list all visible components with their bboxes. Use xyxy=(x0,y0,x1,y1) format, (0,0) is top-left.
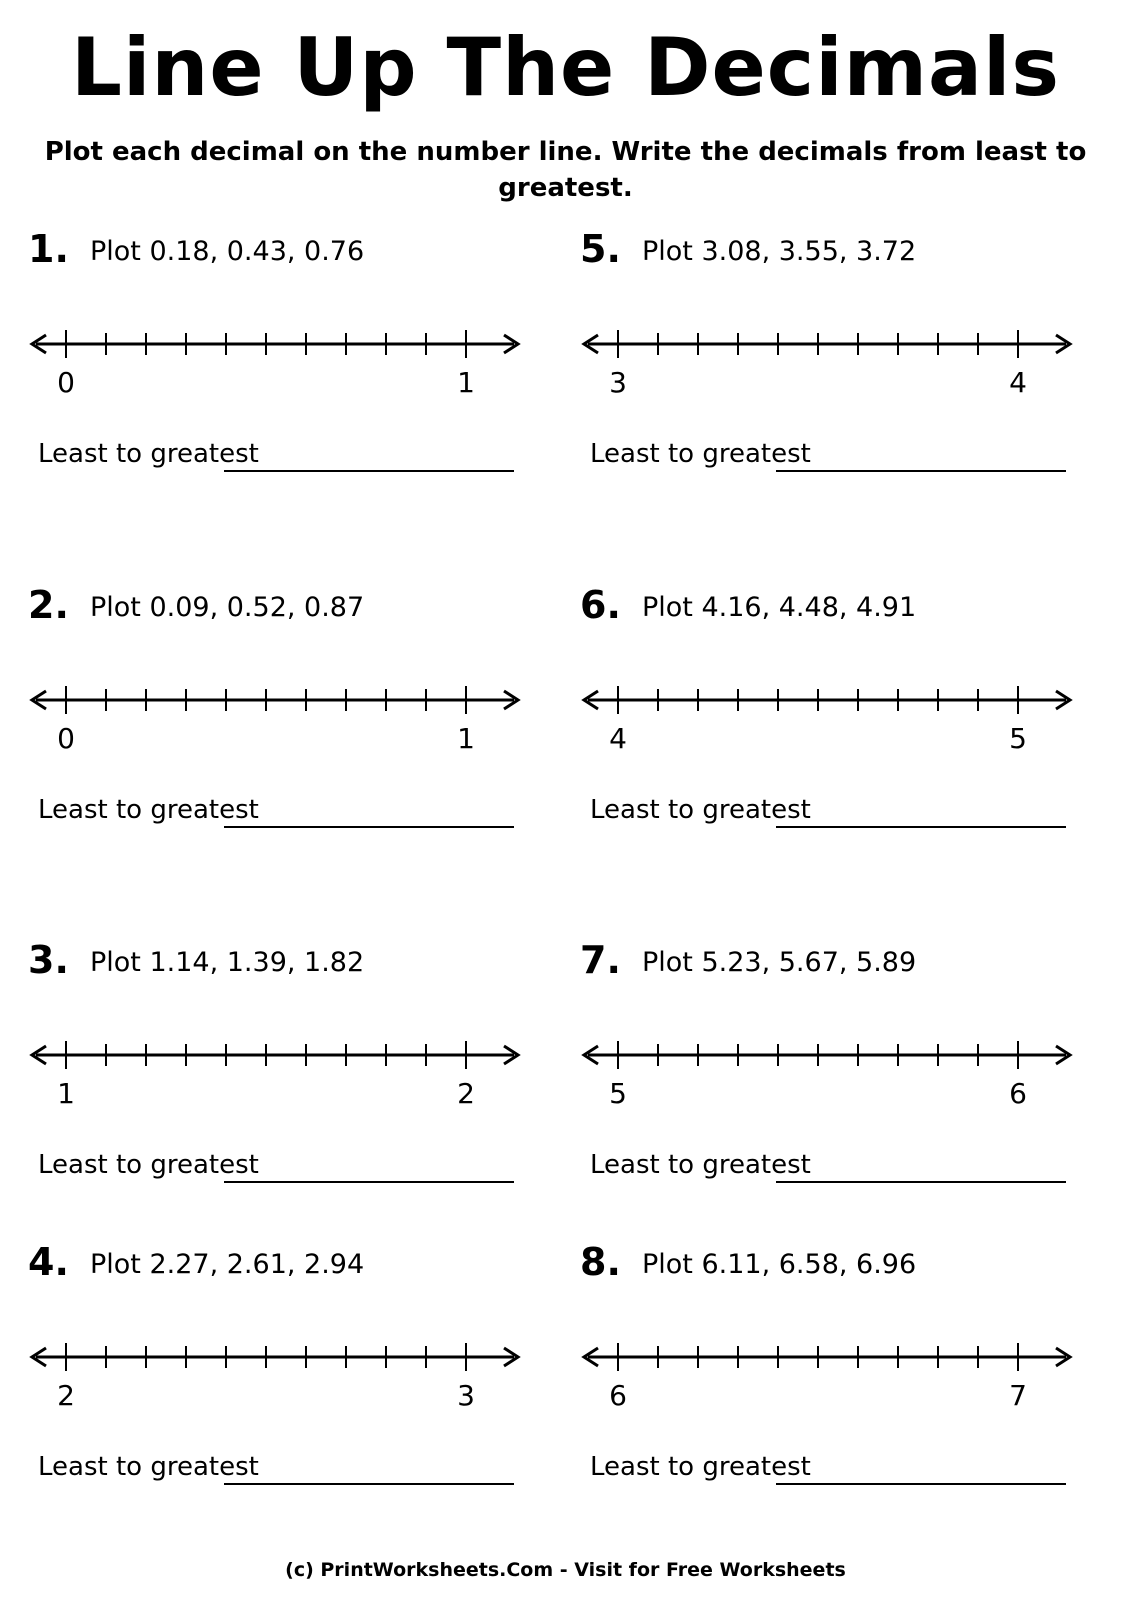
start-label: 4 xyxy=(609,722,627,755)
end-label: 1 xyxy=(457,366,475,399)
problem-1 xyxy=(28,224,548,514)
problem-number: 4. xyxy=(28,1240,69,1284)
instructions: Plot each decimal on the number line. Write the decimals from least to greatest. xyxy=(44,137,1087,203)
start-label: 1 xyxy=(57,1077,75,1110)
answer-blank[interactable] xyxy=(776,1181,1066,1183)
problem-prompt: Plot 1.14, 1.39, 1.82 xyxy=(90,947,365,978)
footer-credit: (c) PrintWorksheets.Com - Visit for Free Worksheets xyxy=(285,1559,846,1581)
start-label: 6 xyxy=(609,1379,627,1412)
problem-7 xyxy=(580,935,1100,1225)
problem-number: 6. xyxy=(580,583,621,627)
problem-8 xyxy=(580,1237,1100,1527)
answer-label: Least to greatest xyxy=(38,439,259,469)
problem-4 xyxy=(28,1237,548,1527)
end-label: 7 xyxy=(1009,1379,1027,1412)
start-label: 0 xyxy=(57,366,75,399)
answer-blank[interactable] xyxy=(224,1181,514,1183)
answer-blank[interactable] xyxy=(776,1483,1066,1485)
answer-blank[interactable] xyxy=(224,470,514,472)
answer-label: Least to greatest xyxy=(590,439,811,469)
number-line xyxy=(580,1027,1100,1117)
end-label: 5 xyxy=(1009,722,1027,755)
problem-prompt: Plot 3.08, 3.55, 3.72 xyxy=(642,236,917,267)
problem-prompt: Plot 0.09, 0.52, 0.87 xyxy=(90,592,365,623)
start-label: 5 xyxy=(609,1077,627,1110)
problem-number: 7. xyxy=(580,938,621,982)
problem-number: 1. xyxy=(28,227,69,271)
number-line xyxy=(580,316,1100,406)
number-line xyxy=(28,316,548,406)
problem-number: 2. xyxy=(28,583,69,627)
problem-5 xyxy=(580,224,1100,514)
problem-number: 3. xyxy=(28,938,69,982)
end-label: 4 xyxy=(1009,366,1027,399)
end-label: 6 xyxy=(1009,1077,1027,1110)
end-label: 2 xyxy=(457,1077,475,1110)
start-label: 2 xyxy=(57,1379,75,1412)
number-line xyxy=(580,1329,1100,1419)
worksheet-title: Line Up The Decimals xyxy=(70,21,1061,114)
answer-blank[interactable] xyxy=(224,826,514,828)
answer-label: Least to greatest xyxy=(38,1452,259,1482)
end-label: 1 xyxy=(457,722,475,755)
answer-label: Least to greatest xyxy=(38,1150,259,1180)
number-line xyxy=(28,1027,548,1117)
start-label: 3 xyxy=(609,366,627,399)
answer-label: Least to greatest xyxy=(38,795,259,825)
start-label: 0 xyxy=(57,722,75,755)
number-line xyxy=(28,1329,548,1419)
problem-3 xyxy=(28,935,548,1225)
problem-number: 8. xyxy=(580,1240,621,1284)
end-label: 3 xyxy=(457,1379,475,1412)
answer-label: Least to greatest xyxy=(590,1452,811,1482)
answer-blank[interactable] xyxy=(776,470,1066,472)
answer-label: Least to greatest xyxy=(590,795,811,825)
problem-prompt: Plot 4.16, 4.48, 4.91 xyxy=(642,592,917,623)
answer-label: Least to greatest xyxy=(590,1150,811,1180)
number-line xyxy=(580,672,1100,762)
number-line xyxy=(28,672,548,762)
problem-6 xyxy=(580,580,1100,870)
problem-prompt: Plot 0.18, 0.43, 0.76 xyxy=(90,236,365,267)
problem-prompt: Plot 6.11, 6.58, 6.96 xyxy=(642,1249,917,1280)
answer-blank[interactable] xyxy=(224,1483,514,1485)
problem-prompt: Plot 5.23, 5.67, 5.89 xyxy=(642,947,917,978)
problem-2 xyxy=(28,580,548,870)
problem-number: 5. xyxy=(580,227,621,271)
problem-prompt: Plot 2.27, 2.61, 2.94 xyxy=(90,1249,365,1280)
answer-blank[interactable] xyxy=(776,826,1066,828)
